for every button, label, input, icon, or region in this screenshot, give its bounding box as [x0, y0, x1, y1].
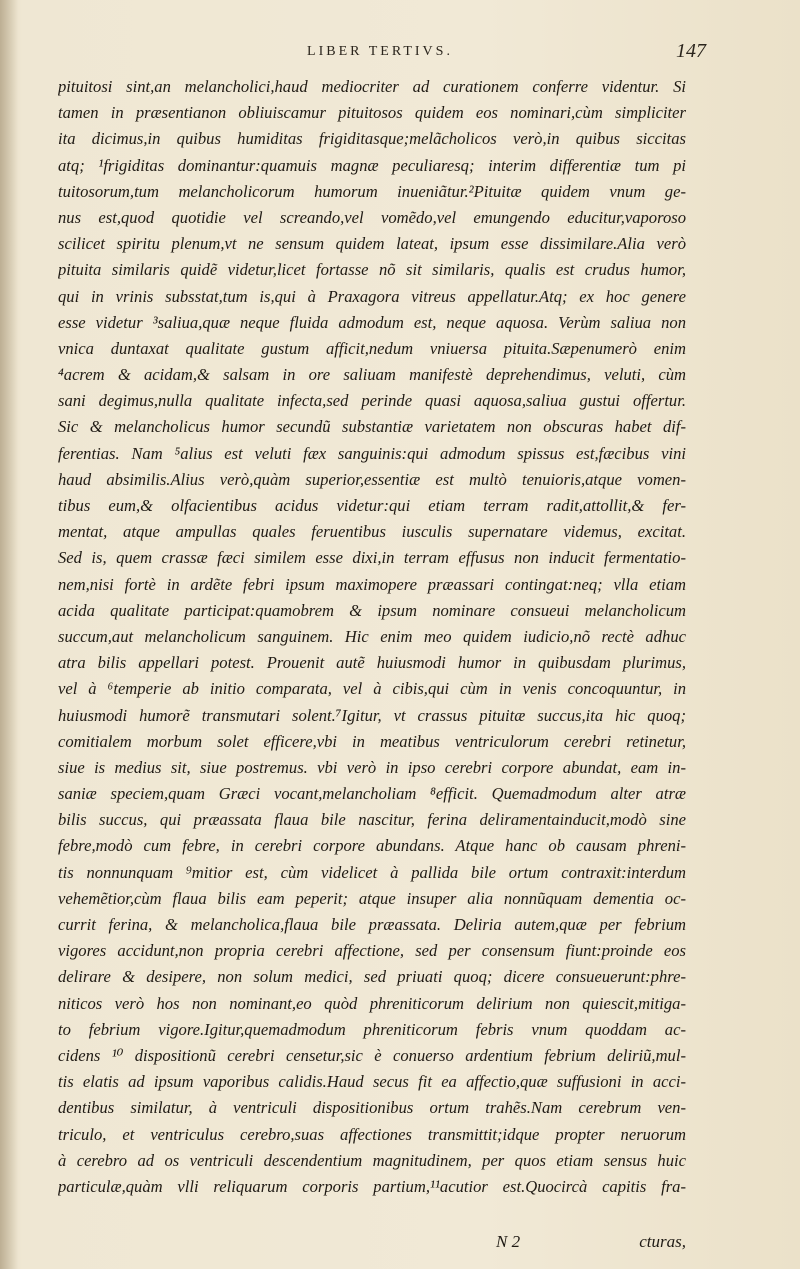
page-footer	[58, 1232, 686, 1258]
text-line: Sed is, quem crassæ fæci similem esse dixi,in terram effusus non inducit fermentatio-	[58, 548, 686, 568]
text-line: esse videtur ³saliua,quæ neque fluida admodum est, neque aquosa. Verùm saliua non	[58, 312, 686, 332]
text-line: delirare & desipere, non solum medici, sed priuati quoq; dicere consueuerunt:phre-	[58, 967, 686, 987]
text-line: à cerebro ad os ventriculi descendentium magnitudinem, per quos etiam sensus huic	[58, 1150, 686, 1170]
page-header	[60, 40, 706, 68]
text-line: comitialem morbum solet efficere,vbi in meatibus ventriculorum cerebri retinetur,	[58, 731, 686, 751]
text-line: haud absimilis.Alius verò,quàm superior,essentiæ est multò tenuioris,atque vomen-	[58, 469, 686, 489]
text-line: mentat, atque ampullas quales feruentibus iusculis supernatare videmus, excitat.	[58, 522, 686, 542]
text-line: currit ferina, & melancholica,flaua bile præassata. Deliria autem,quæ per febrium	[58, 915, 686, 934]
text-line: qui in vrinis subsstat,tum is,qui à Praxagora vitreus appellatur.Atq; ex hoc genere	[58, 286, 686, 306]
text-line: particulæ,quàm vlli reliquarum corporis partium,¹¹acutior est.Quocircà capitis fra-	[58, 1176, 686, 1196]
text-line: nem,nisi fortè in ardẽte febri ipsum maximopere præassari contingat:neq; vlla etiam	[58, 574, 686, 594]
text-line: scilicet spiritu plenum,vt ne sensum quidem lateat, ipsum esse dissimilare.Alia verò	[58, 234, 686, 254]
catchword: cturas,	[639, 1232, 686, 1251]
text-line: vnica duntaxat qualitate gustum afficit,nedum vniuersa pituita.Sæpenumerò enim	[58, 338, 686, 358]
text-line: ita dicimus,in quibus humiditas frigiditasque;melãcholicos verò,in quibus siccitas	[58, 129, 686, 149]
text-line: tamen in præsentianon obliuiscamur pituitosos quidem eos nominari,cùm simpliciter	[58, 103, 686, 123]
text-line: sani degimus,nulla qualitate infecta,sed perinde quasi aquosa,saliua gustui offertur.	[58, 391, 686, 411]
text-line: pituita similaris quidẽ videtur,licet fortasse nõ sit similaris, qualis est crudus humor,	[58, 260, 686, 280]
text-line: vehemẽtior,cùm flaua bilis eam peperit; atque insuper alia nonnũquam dementia oc-	[58, 888, 686, 908]
text-line: succum,aut melancholicum sanguinem. Hic enim meo quidem iudicio,nõ rectè adhuc	[58, 626, 686, 646]
text-line: ⁴acrem & acidam,& salsam in ore saliuam manifestè deprehendimus, veluti, cùm	[58, 365, 686, 385]
text-line: tis nonnunquam ⁹mitior est, cùm videlicet à pallida bile ortum contraxit:interdum	[58, 862, 686, 882]
text-line: cidens ¹⁰ dispositionũ cerebri censetur,sic è conuerso ardentium febrium deliriũ,mul-	[58, 1045, 686, 1065]
text-line: acida qualitate participat:quamobrem & ipsum nominare consueui melancholicum	[58, 600, 686, 620]
text-line: triculo, et ventriculus cerebro,suas affectiones transmittit;idque propter neruorum	[58, 1124, 686, 1144]
text-line: nus est,quod quotidie vel screando,vel vomẽdo,vel emungendo educitur,vaporoso	[58, 207, 686, 227]
text-line: to febrium vigore.Igitur,quemadmodum phreniticorum febris vnum quoddam ac-	[58, 1019, 686, 1039]
text-line: tibus eum,& olfacientibus acidus videtur:qui etiam terram radit,attollit,& fer-	[58, 496, 686, 515]
text-line: bilis succus, qui præassata flaua bile nascitur, ferina deliramentainducit,modò sine	[58, 810, 686, 830]
text-line: huiusmodi humorẽ transmutari solent.⁷Igitur, vt crassus pituitæ succus,ita hic quoq;	[58, 705, 686, 725]
text-line: pituitosi sint,an melancholici,haud mediocriter ad curationem conferre videntur. Si	[58, 77, 686, 96]
body-text	[58, 74, 686, 1200]
running-title: LIBER TERTIVS.	[307, 44, 453, 59]
text-line: Sic & melancholicus humor secundũ substantiæ varietatem non obscuras habet dif-	[58, 417, 686, 437]
text-line: saniæ speciem,quam Græci vocant,melancholiam ⁸efficit. Quemadmodum alter atræ	[58, 784, 686, 804]
text-line: ferentias. Nam ⁵alius est veluti fæx sanguinis:qui admodum spissus est,fæcibus vini	[58, 443, 686, 463]
text-line: atra bilis appellari potest. Prouenit autẽ huiusmodi humor in quibusdam plurimus,	[58, 653, 686, 673]
signature-mark: N 2	[496, 1232, 521, 1251]
text-line: febre,modò cum febre, in cerebri corpore abundans. Atque hanc ob causam phreni-	[58, 836, 686, 856]
page-number: 147	[676, 40, 706, 62]
text-line: atq; ¹frigiditas dominantur:quamuis magnæ peculiaresq; interim differentiæ tum pi	[58, 155, 686, 175]
text-line: dentibus similatur, à ventriculi dispositionibus ortum trahẽs.Nam cerebrum ven-	[58, 1098, 686, 1118]
text-line: vel à ⁶temperie ab initio comparata, vel à cibis,qui cùm in venis concoquuntur, in	[58, 679, 686, 699]
text-line: siue is medius sit, siue postremus. vbi verò in ipso cerebri corpore abundat, eam in-	[58, 757, 686, 777]
text-line: vigores accidunt,non propria cerebri affectione, sed per consensum fiunt:proinde eos	[58, 941, 686, 961]
gutter-shadow	[0, 0, 18, 1269]
text-line: tuitosorum,tum melancholicorum humorum inueniãtur.²Pituitæ quidem vnum ge-	[58, 181, 686, 201]
text-line: niticos verò hos non nominant,eo quòd phreniticorum delirium non quiescit,mitiga-	[58, 993, 686, 1013]
text-line: tis elatis ad ipsum vaporibus calidis.Haud secus fit ea affectio,quæ suffusioni in acci-	[58, 1072, 686, 1092]
